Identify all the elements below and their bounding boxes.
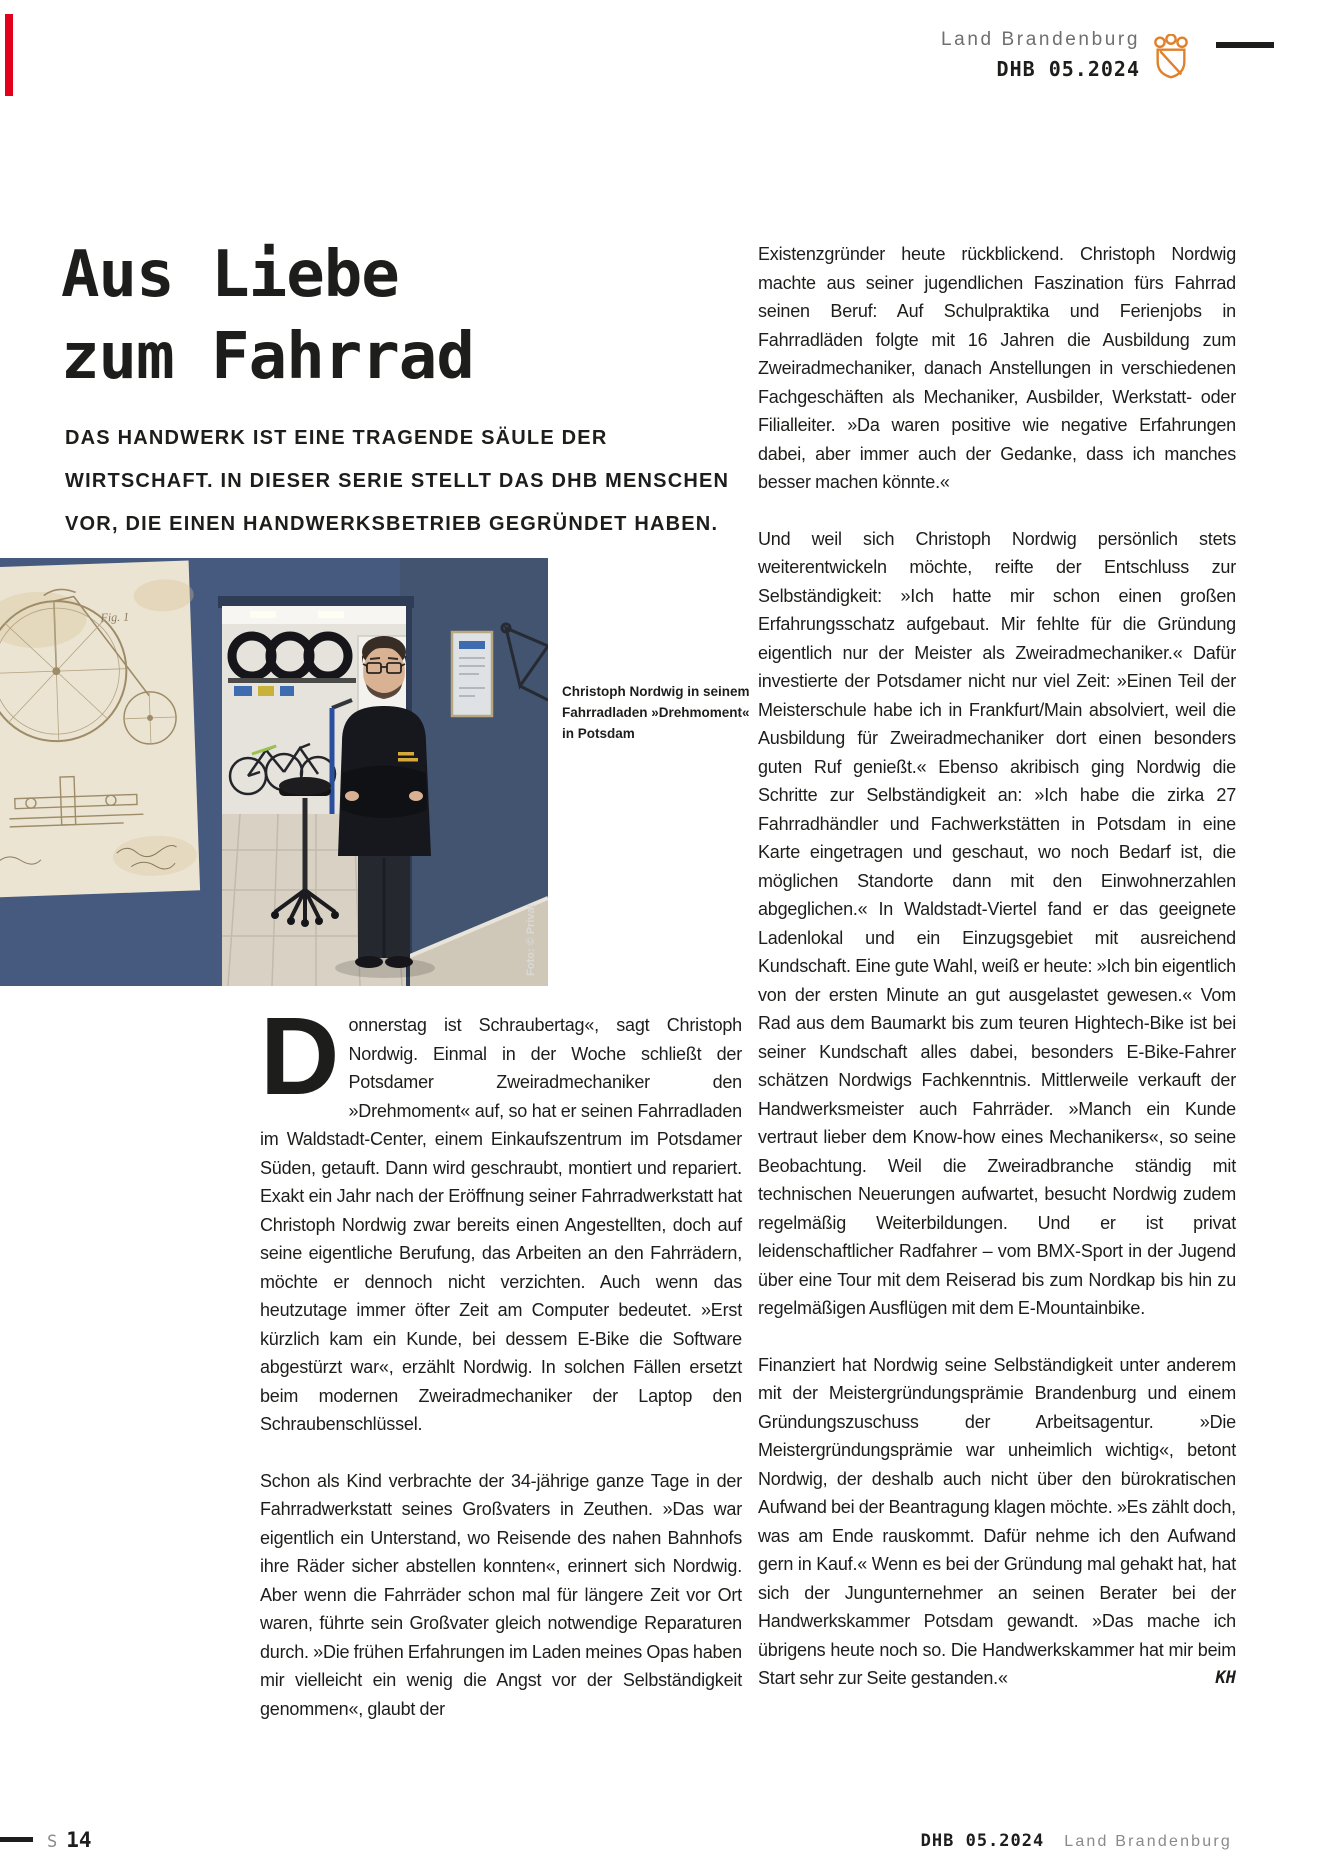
body-column-right: [758, 240, 1236, 1721]
article-photo: [0, 558, 548, 986]
paragraph: [260, 995, 742, 1439]
footer-rule-dash: [0, 1837, 33, 1842]
page-header: [941, 29, 1140, 81]
photo-caption: Christoph Nordwig in seinem Fahrradladen »Drehmoment« in Potsdam: [562, 684, 750, 741]
paragraph: Und weil sich Christoph Nordwig persönlich stets weiterentwickeln möchte, reifte der Entschluss zur Selbständigkeit: »Ich hatte mir schon einen großen Erfahrungsschatz aufgebaut. Mir fehlte für die Gründung eigentlich nur der Meister als Zweiradmechaniker.« Dafür investierte der Potsdamer nicht nur viel Zeit: »Einen Teil der Meisterschule habe ich in Frankfurt/Main absolviert, weil die Ausbildung für Zweiradmechaniker dort einen besonders guten Ruf genießt.« Ebenso akribisch ging Nordwig die Schritte zur Selbständigkeit an: »Ich habe die zirka 27 Fahrradhändler und Fachwerkstätten in Potsdam in eine Karte eingetragen und geschaut, wo noch Bedarf ist, die möglichen Standorte dann mit den Einwohnerzahlen abgeglichen.« In Waldstadt-Viertel fand er das geeignete Ladenlokal und ein Einzugsgebiet mit ausreichend Kundschaft. Eine gute Wahl, weiß er heute: »Ich bin eigentlich von der ersten Minute an gut ausgelastet gewesen.« Vom Rad aus dem Baumarkt bis zum teuren Hightech-Bike ist bei seiner Kundschaft alles dabei, besonders E-Bike-Fahrer schätzen Nordwigs Fachkenntnis. Mittlerweile verkauft der Handwerksmeister auch Fahrräder. »Manch ein Kunde vertraut lieber dem Know-how eines Mechanikers«, so seine Beobachtung. Weil die Zweiradbranche ständig mit technischen Neuerungen aufwartet, besucht Nordwig zudem regelmäßig Weiterbildungen. Und er ist privat leidenschaftlicher Radfahrer – vom BMX-Sport in der Jugend über eine Tour mit dem Reiserad bis zum Nordkap bis hin zu regelmäßigen Ausflügen mit dem E-Mountainbike.: [758, 528, 1236, 1318]
article-standfirst: DAS HANDWERK IST EINE TRAGENDE SÄULE DER WIRTSCHAFT. IN DIESER SERIE STELLT DAS DHB MENSCHEN VOR, DIE EINEN HANDWERKSBETRIEB GEGRÜNDET HABEN.: [65, 427, 730, 535]
title-line-2: zum Fahrrad: [61, 320, 474, 394]
footer-issue-info: [921, 1831, 1232, 1851]
paragraph-text: Finanziert hat Nordwig seine Selbständigkeit unter anderem mit der Meistergründungsprämie Brandenburg und einem Gründungszuschuss der Arbeitsagentur. »Die Meistergründungsprämie war unheimlich wichtig«, betont Nordwig, der deshalb auch nicht über den bürokratischen Aufwand bei der Beantragung klagen möchte. »Es zählt doch, was am Ende rauskommt. Dafür nehme ich den Aufwand gern in Kauf.« Wenn es bei der Gründung mal gehakt hat, hat sich der Jungunternehmer an seinen Berater bei der Handwerkskammer Potsdam gewandt. »Das mache ich übrigens heute noch so. Die Handwerkskammer hat mir beim Start sehr zur Seite gestanden.«: [758, 1354, 1236, 1688]
certificate-frame: [452, 632, 492, 716]
photo-credit: Foto: © Privat: [525, 903, 537, 976]
drop-cap: D: [260, 995, 337, 1118]
accent-red-bar: [5, 14, 13, 96]
title-line-1: Aus Liebe: [61, 238, 399, 312]
page-number: 14: [66, 1828, 92, 1852]
footer-page-number: [47, 1828, 92, 1852]
poster-figure-label: Fig. 1: [100, 609, 130, 625]
author-initials: KH: [1215, 1668, 1236, 1688]
page-prefix: S: [47, 1832, 58, 1852]
paragraph: [758, 1351, 1236, 1693]
body-column-left: [260, 995, 742, 1751]
patent-poster: [0, 560, 204, 897]
header-issue-label: DHB 05.2024: [996, 57, 1140, 81]
footer-issue-label: DHB 05.2024: [920, 1831, 1045, 1851]
crown-shield-icon: [1152, 34, 1190, 80]
article-title: [61, 234, 474, 398]
paragraph-text: onnerstag ist Schraubertag«, sagt Christoph Nordwig. Einmal in der Woche schließt der Potsdamer Zweiradmechaniker den »Drehmoment« auf, so hat er seinen Fahrradladen im Waldstadt-Center, einem Einkaufszentrum im Potsdamer Süden, getauft. Dann wird geschraubt, montiert und repariert. Exakt ein Jahr nach der Eröffnung seiner Fahrradwerkstatt hat Christoph Nordwig zwar bereits einen Angestellten, doch auf seine eigentliche Berufung, das Arbeiten an den Fahrrädern, möchte er dennoch nicht verzichten. Auch wenn das heutzutage immer öfter Zeit am Computer bedeutet. »Erst kürzlich kam ein Kunde, bei dessem E-Bike die Software abgestürzt war«, erzählt Nordwig. In solchen Fällen ersetzt beim modernen Zweiradmechaniker der Laptop den Schraubenschlüssel.: [260, 1015, 742, 1434]
paragraph: Existenzgründer heute rückblickend. Christoph Nordwig machte aus seiner jugendlichen Faszination fürs Fahrrad seinen Beruf: Auf Schulpraktika und Ferienjobs in Fahrradläden folgte mit 16 Jahren die Ausbildung zum Zweiradmechaniker, danach Anstellungen in verschiedenen Fachgeschäften als Mechaniker, Ausbilder, Werkstatt- oder Filialleiter. »Da waren positive wie negative Erfahrungen dabei, aber immer auch der Gedanke, dass ich manches besser machen könnte.«: [758, 244, 1236, 492]
header-rule-dash: [1216, 42, 1274, 48]
footer-region-label: Land Brandenburg: [1064, 1833, 1232, 1850]
paragraph: Schon als Kind verbrachte der 34-jährige ganze Tage in der Fahrradwerkstatt seines Großvaters in Zeuthen. »Das war eigentlich ein Unterstand, wo Reisende des nahen Bahnhofs ihre Räder sicher abstellen konnten«, erinnert sich Nordwig. Aber wenn die Fahrräder schon mal für längere Zeit vor Ort waren, führte sein Großvater gleich notwendige Reparaturen durch. »Die frühen Erfahrungen im Laden meines Opas haben mir vielleicht ein wenig die Angst vor der Selbständigkeit genommen«, glaubt der: [260, 1470, 742, 1719]
header-region-label: Land Brandenburg: [940, 29, 1140, 50]
